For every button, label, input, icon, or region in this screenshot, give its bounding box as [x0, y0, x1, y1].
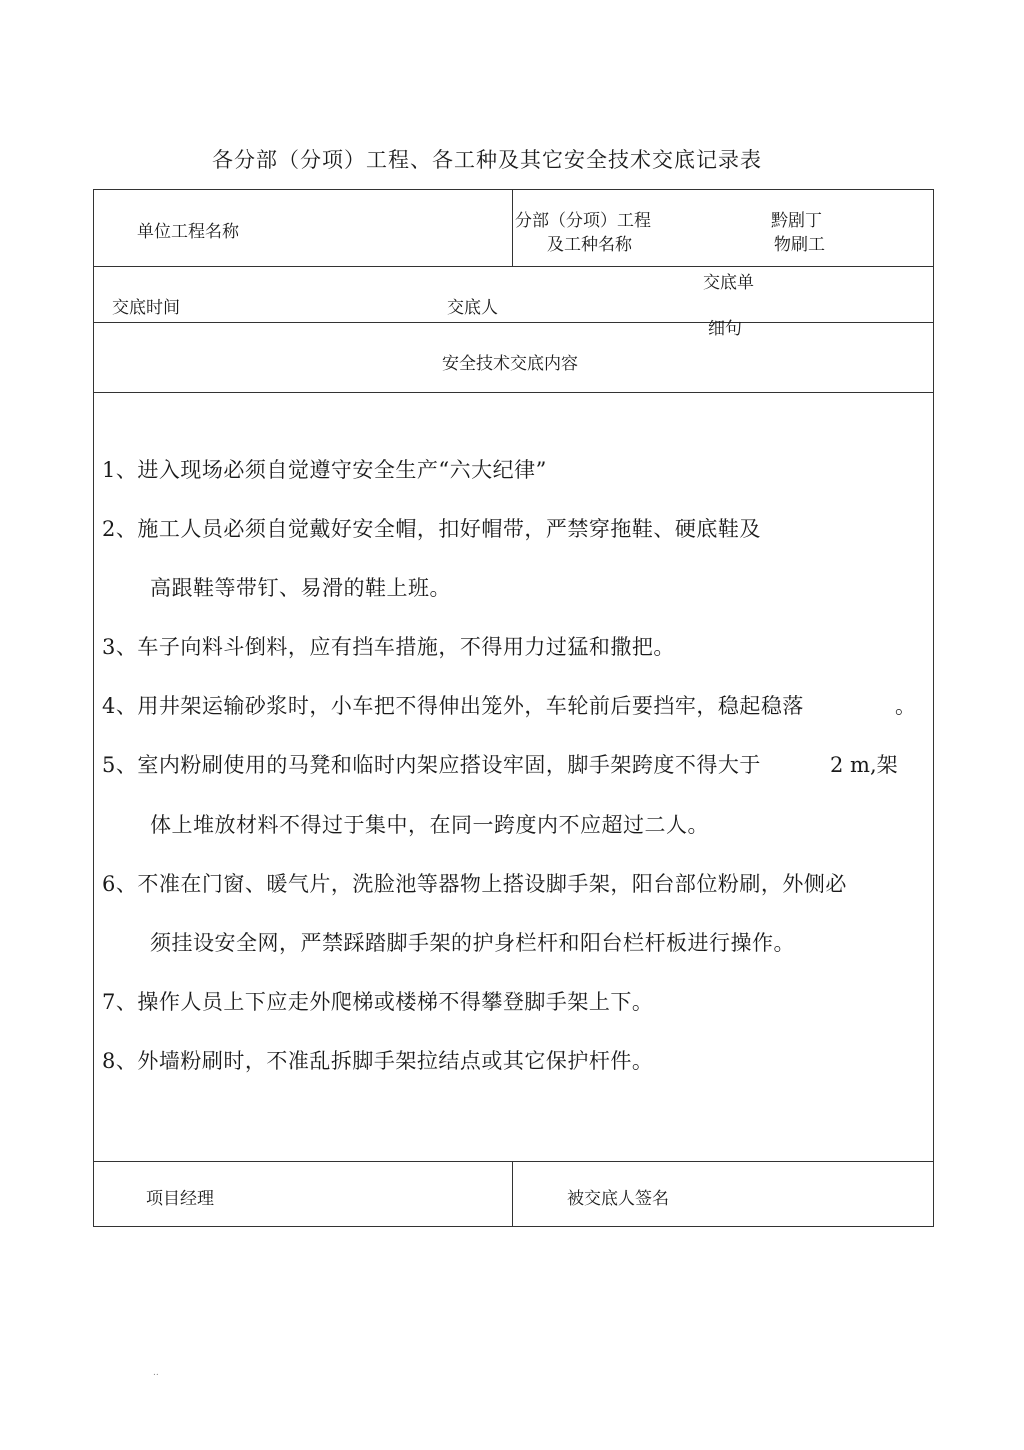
content-item-2: 2、施工人员必须自觉戴好安全帽，扣好帽带，严禁穿拖鞋、硬底鞋及 — [102, 517, 761, 541]
handover-unit-label-cut: 细句 — [708, 319, 742, 339]
form-title: 各分部（分项）工程、各工种及其它安全技术交底记录表 — [212, 148, 762, 172]
content-item-6: 6、不准在门窗、暖气片，洗脸池等器物上搭设脚手架，阳台部位粉刷，外侧必 — [102, 872, 847, 896]
divider — [512, 189, 513, 266]
content-item-4: 4、用井架运输砂浆时，小车把不得伸出笼外，车轮前后要挡牢，稳起稳落 — [102, 694, 804, 718]
content-item-4-tail: 。 — [895, 694, 916, 718]
project-manager-label: 项目经理 — [146, 1189, 214, 1209]
recipient-signature-label: 被交底人签名 — [567, 1189, 669, 1209]
handover-person-label: 交底人 — [447, 298, 498, 318]
content-item-7: 7、操作人员上下应走外爬梯或楼梯不得攀登脚手架上下。 — [102, 990, 654, 1014]
trade-value-line1: 黔剧丁 — [771, 211, 822, 231]
handover-time-label: 交底时间 — [112, 298, 180, 318]
content-item-2-continuation: 高跟鞋等带钉、易滑的鞋上班。 — [150, 576, 451, 600]
divider — [93, 322, 934, 323]
divider — [512, 1161, 513, 1227]
content-item-5-continuation: 体上堆放材料不得过于集中，在同一跨度内不应超过二人。 — [150, 813, 709, 837]
divider — [93, 266, 934, 267]
sub-project-label-line2: 及工种名称 — [547, 235, 632, 255]
content-item-8: 8、外墙粉刷时，不准乱拆脚手架拉结点或其它保护杆件。 — [102, 1049, 654, 1073]
content-item-3: 3、车子向料斗倒料，应有挡车措施，不得用力过猛和撒把。 — [102, 635, 675, 659]
divider — [93, 392, 934, 393]
content-item-5-tail: 2 m,架 — [830, 753, 898, 777]
content-item-1: 1、进入现场必须自觉遵守安全生产“六大纪律” — [102, 458, 547, 482]
content-item-6-continuation: 须挂设安全网，严禁踩踏脚手架的护身栏杆和阳台栏杆板进行操作。 — [150, 931, 795, 955]
sub-project-label-line1: 分部（分项）工程 — [515, 211, 651, 231]
divider — [93, 1161, 934, 1162]
trade-value-line2: 物刷工 — [774, 235, 825, 255]
section-title: 安全技术交底内容 — [442, 354, 578, 374]
handover-unit-label-clip — [700, 310, 780, 339]
unit-project-name-label: 单位工程名称 — [137, 222, 239, 242]
content-item-5: 5、室内粉刷使用的马凳和临时内架应搭设牢固，脚手架跨度不得大于 — [102, 753, 761, 777]
page-speck: .. — [153, 1368, 159, 1378]
handover-unit-label: 交底单 — [703, 273, 754, 293]
